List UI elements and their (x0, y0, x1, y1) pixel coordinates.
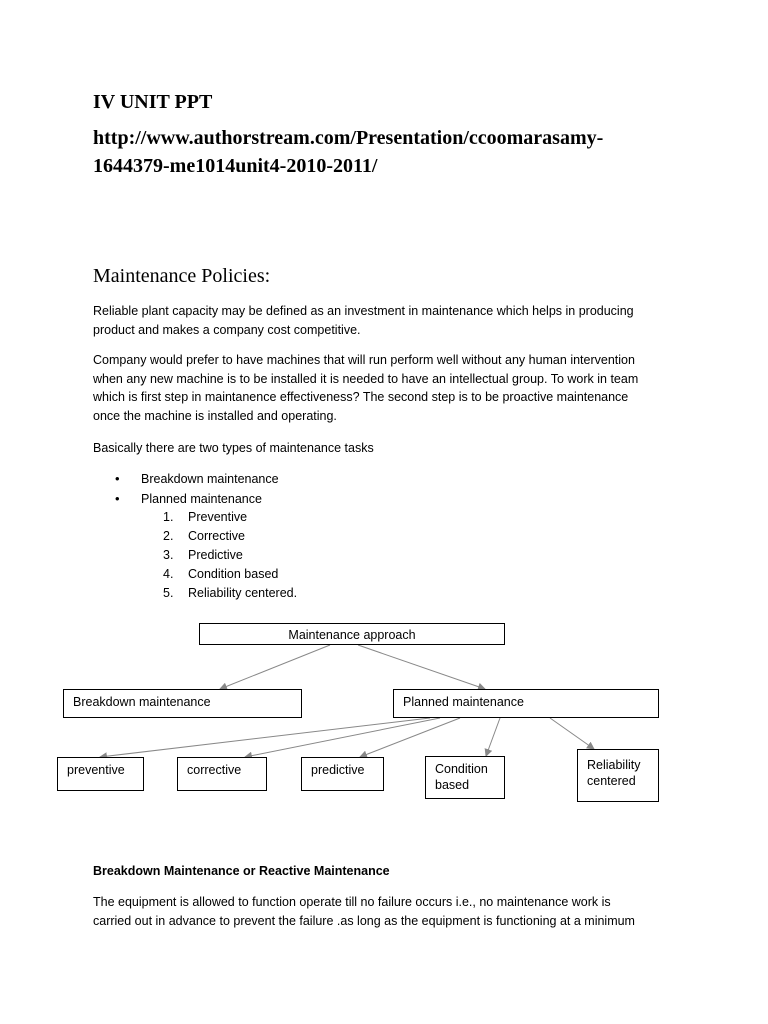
breakdown-subheading: Breakdown Maintenance or Reactive Maintenance (93, 864, 390, 878)
paragraph-line: Company would prefer to have machines that will run perform well without any human intervention (93, 353, 635, 367)
box-line: based (435, 778, 470, 792)
connector-planned-to-preventive (100, 718, 430, 757)
bullet-icon: • (115, 471, 120, 486)
box-line: centered (587, 774, 636, 788)
paragraph-line: product and makes a company cost competitive. (93, 322, 361, 337)
diagram-planned-box: Planned maintenance (393, 689, 659, 718)
section-title: Maintenance Policies: (93, 265, 271, 287)
connector-root-to-planned (358, 645, 485, 689)
list-item: 5. Reliability centered. (163, 586, 298, 600)
connector-planned-to-reliability (550, 718, 594, 749)
box-line: Condition (435, 762, 488, 776)
paragraph-breakdown-description (93, 893, 635, 930)
list-item: 2. Corrective (163, 529, 245, 543)
url-line-2[interactable]: 1644379-me1014unit4-2010-2011/ (93, 155, 378, 177)
unit-heading: IV UNIT PPT (93, 91, 213, 113)
paragraph-line: carried out in advance to prevent the failure .as long as the equipment is functioning at a minimum (93, 913, 635, 928)
diagram-root-box: Maintenance approach (199, 623, 505, 645)
paragraph-two-types: Basically there are two types of maintenance tasks (93, 441, 374, 455)
connector-root-to-breakdown (220, 645, 330, 689)
paragraph-line: The equipment is allowed to function operate till no failure occurs i.e., no maintenance work is (93, 895, 611, 909)
connector-planned-to-condition (486, 718, 500, 756)
list-item: 3. Predictive (163, 548, 243, 562)
list-item: 4. Condition based (163, 567, 279, 581)
diagram-breakdown-box: Breakdown maintenance (63, 689, 302, 718)
diagram-corrective-box: corrective (177, 757, 267, 791)
box-line: Reliability (587, 758, 641, 772)
bullet-icon: • (115, 491, 120, 506)
diagram-condition-box (425, 756, 505, 799)
list-item: 1. Preventive (163, 510, 248, 524)
paragraph-line: which is first step in maintanence effectiveness? The second step is to be proactive maintenance (93, 390, 629, 404)
diagram-reliability-box (577, 749, 659, 802)
paragraph-line: Reliable plant capacity may be defined as an investment in maintenance which helps in producing (93, 304, 634, 318)
list-item: • Breakdown maintenance (141, 469, 279, 489)
diagram-predictive-box: predictive (301, 757, 384, 791)
url-line-1[interactable]: http://www.authorstream.com/Presentation/ccoomarasamy- (93, 127, 604, 149)
paragraph-line: when any new machine is to be installed it is needed to have an intellectual group. To work in team (93, 371, 639, 386)
diagram-preventive-box: preventive (57, 757, 144, 791)
paragraph-line: once the machine is installed and operating. (93, 408, 337, 423)
list-item: • Planned maintenance (141, 489, 279, 509)
